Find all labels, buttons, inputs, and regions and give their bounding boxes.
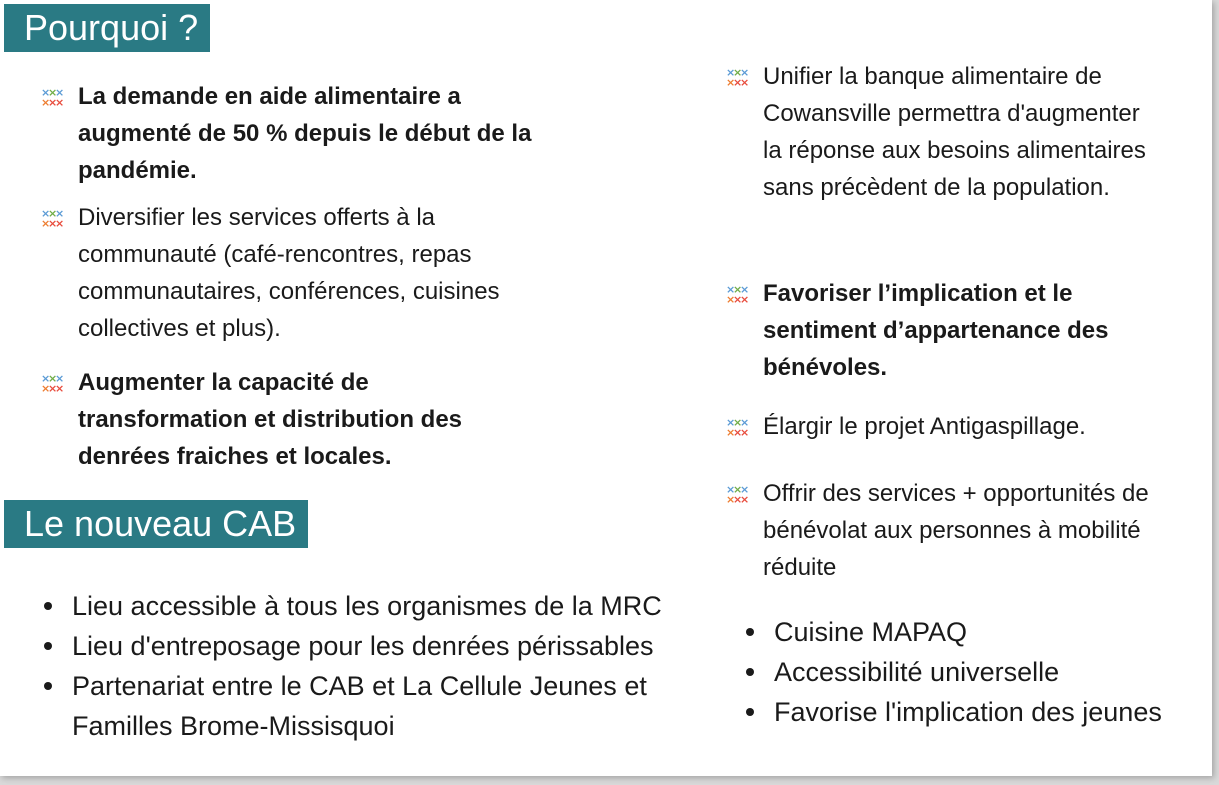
svg-text:×: × <box>41 217 51 230</box>
svg-text:×: × <box>55 372 65 385</box>
cross-mark-cluster-icon <box>726 67 748 89</box>
svg-text:×: × <box>55 86 65 99</box>
svg-text:×: × <box>48 217 58 230</box>
left-item-1 <box>41 78 538 189</box>
svg-text:×: × <box>726 293 736 306</box>
right-item-2 <box>726 275 1143 386</box>
left-item-2-text: Diversifier les services offerts à la communauté (café-rencontres, repas communautaires, conférences, cuisines collectives et plus). <box>78 204 500 342</box>
svg-text:×: × <box>733 426 743 439</box>
svg-text:×: × <box>740 493 750 506</box>
svg-text:×: × <box>740 483 750 496</box>
svg-text:×: × <box>726 426 736 439</box>
cab-features-list <box>742 612 1202 732</box>
svg-text:×: × <box>55 382 65 395</box>
cross-mark-cluster-icon <box>726 417 748 439</box>
svg-text:×: × <box>48 96 58 109</box>
svg-text:×: × <box>740 426 750 439</box>
svg-text:×: × <box>733 416 743 429</box>
svg-text:×: × <box>733 76 743 89</box>
svg-text:×: × <box>733 493 743 506</box>
right-item-2-text: Favoriser l’implication et le sentiment d’appartenance des bénévoles. <box>763 280 1109 381</box>
svg-text:×: × <box>48 207 58 220</box>
svg-text:×: × <box>48 382 58 395</box>
svg-text:×: × <box>740 66 750 79</box>
list-item: Accessibilité universelle <box>742 652 1202 692</box>
section-title-pourquoi: Pourquoi ? <box>4 4 210 52</box>
cross-mark-cluster-icon <box>41 208 63 230</box>
svg-text:×: × <box>41 86 51 99</box>
section-title-nouveau-cab: Le nouveau CAB <box>4 500 308 548</box>
svg-text:×: × <box>41 382 51 395</box>
svg-text:×: × <box>740 283 750 296</box>
list-item: Cuisine MAPAQ <box>742 612 1202 652</box>
list-item: Partenariat entre le CAB et La Cellule Jeunes et Familles Brome-Missisquoi <box>40 666 700 746</box>
cross-mark-cluster-icon <box>726 484 748 506</box>
nouveau-cab-list <box>40 586 700 746</box>
left-item-2 <box>41 199 558 347</box>
svg-text:×: × <box>740 76 750 89</box>
cross-mark-cluster-icon <box>726 284 748 306</box>
svg-text:×: × <box>55 207 65 220</box>
svg-text:×: × <box>740 416 750 429</box>
svg-text:×: × <box>48 86 58 99</box>
svg-text:×: × <box>726 416 736 429</box>
right-item-4 <box>726 475 1203 586</box>
cross-mark-cluster-icon <box>41 373 63 395</box>
svg-text:×: × <box>733 483 743 496</box>
svg-text:×: × <box>740 293 750 306</box>
svg-text:×: × <box>733 66 743 79</box>
svg-text:×: × <box>726 283 736 296</box>
left-item-3-text: Augmenter la capacité de transformation et distribution des denrées fraiches et locales. <box>78 369 463 470</box>
list-item: Lieu d'entreposage pour les denrées périssables <box>40 626 700 666</box>
right-item-1 <box>726 58 1163 206</box>
svg-text:×: × <box>733 293 743 306</box>
svg-text:×: × <box>41 96 51 109</box>
svg-text:×: × <box>726 493 736 506</box>
svg-text:×: × <box>726 483 736 496</box>
list-item: Favorise l'implication des jeunes <box>742 692 1202 732</box>
svg-text:×: × <box>55 217 65 230</box>
svg-text:×: × <box>41 372 51 385</box>
svg-text:×: × <box>733 283 743 296</box>
svg-text:×: × <box>41 207 51 220</box>
list-item: Lieu accessible à tous les organismes de la MRC <box>40 586 700 626</box>
svg-text:×: × <box>726 66 736 79</box>
left-item-3 <box>41 364 478 475</box>
right-item-3-text: Élargir le projet Antigaspillage. <box>763 413 1086 440</box>
left-item-1-text: La demande en aide alimentaire a augmenté de 50 % depuis le début de la pandémie. <box>78 83 532 184</box>
svg-text:×: × <box>55 96 65 109</box>
right-item-1-text: Unifier la banque alimentaire de Cowansville permettra d'augmenter la réponse aux besoins alimentaires sans précèdent de la population. <box>763 63 1146 201</box>
svg-text:×: × <box>48 372 58 385</box>
svg-text:×: × <box>726 76 736 89</box>
right-item-3 <box>726 408 1193 445</box>
right-item-4-text: Offrir des services + opportunités de bénévolat aux personnes à mobilité réduite <box>763 480 1149 581</box>
cross-mark-cluster-icon <box>41 87 63 109</box>
